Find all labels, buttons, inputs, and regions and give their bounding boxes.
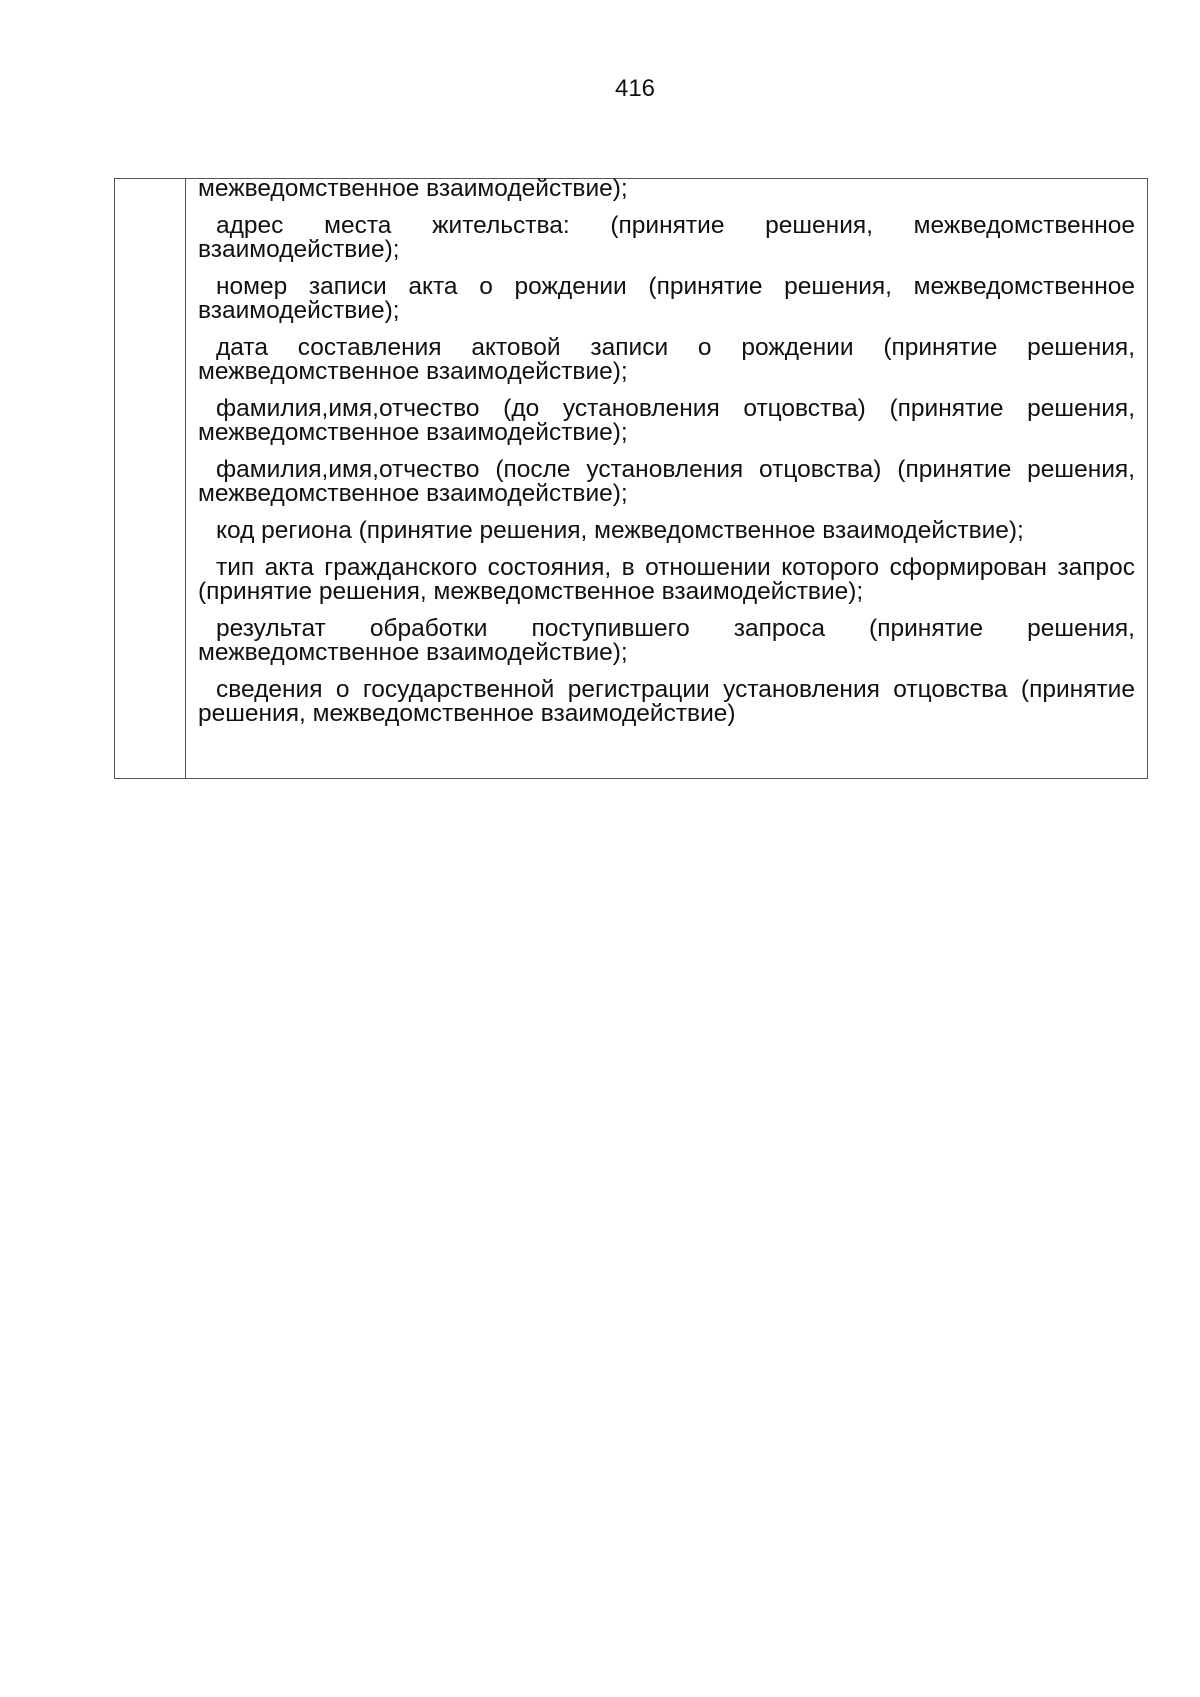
list-item-act-type: тип акта гражданского состояния, в отношении которого сформирован запрос (принятие решения, межведомственное взаимодействие); xyxy=(198,554,1135,605)
table-right-column xyxy=(186,175,1147,778)
list-item-registration-info: сведения о государственной регистрации установления отцовства (принятие решения, межведомственное взаимодействие) xyxy=(198,676,1135,727)
list-item-address: адрес места жительства: (принятие решения, межведомственное взаимодействие); xyxy=(198,212,1135,263)
page-number: 416 xyxy=(614,75,656,102)
list-item-name-before: фамилия,имя,отчество (до установления отцовства) (принятие решения, межведомственное взаимодействие); xyxy=(198,395,1135,446)
list-item-birth-record-date: дата составления актовой записи о рождении (принятие решения, межведомственное взаимодействие); xyxy=(198,334,1135,385)
list-item-request-result: результат обработки поступившего запроса (принятие решения, межведомственное взаимодействие); xyxy=(198,615,1135,666)
table-left-column xyxy=(115,179,186,778)
list-item-name-after: фамилия,имя,отчество (после установления отцовства) (принятие решения, межведомственное взаимодействие); xyxy=(198,456,1135,507)
list-item-birth-record-number: номер записи акта о рождении (принятие решения, межведомственное взаимодействие); xyxy=(198,273,1135,324)
list-item-region-code: код региона (принятие решения, межведомственное взаимодействие); xyxy=(216,517,1024,544)
continued-text: межведомственное взаимодействие); xyxy=(198,175,628,202)
data-table xyxy=(114,175,1148,779)
